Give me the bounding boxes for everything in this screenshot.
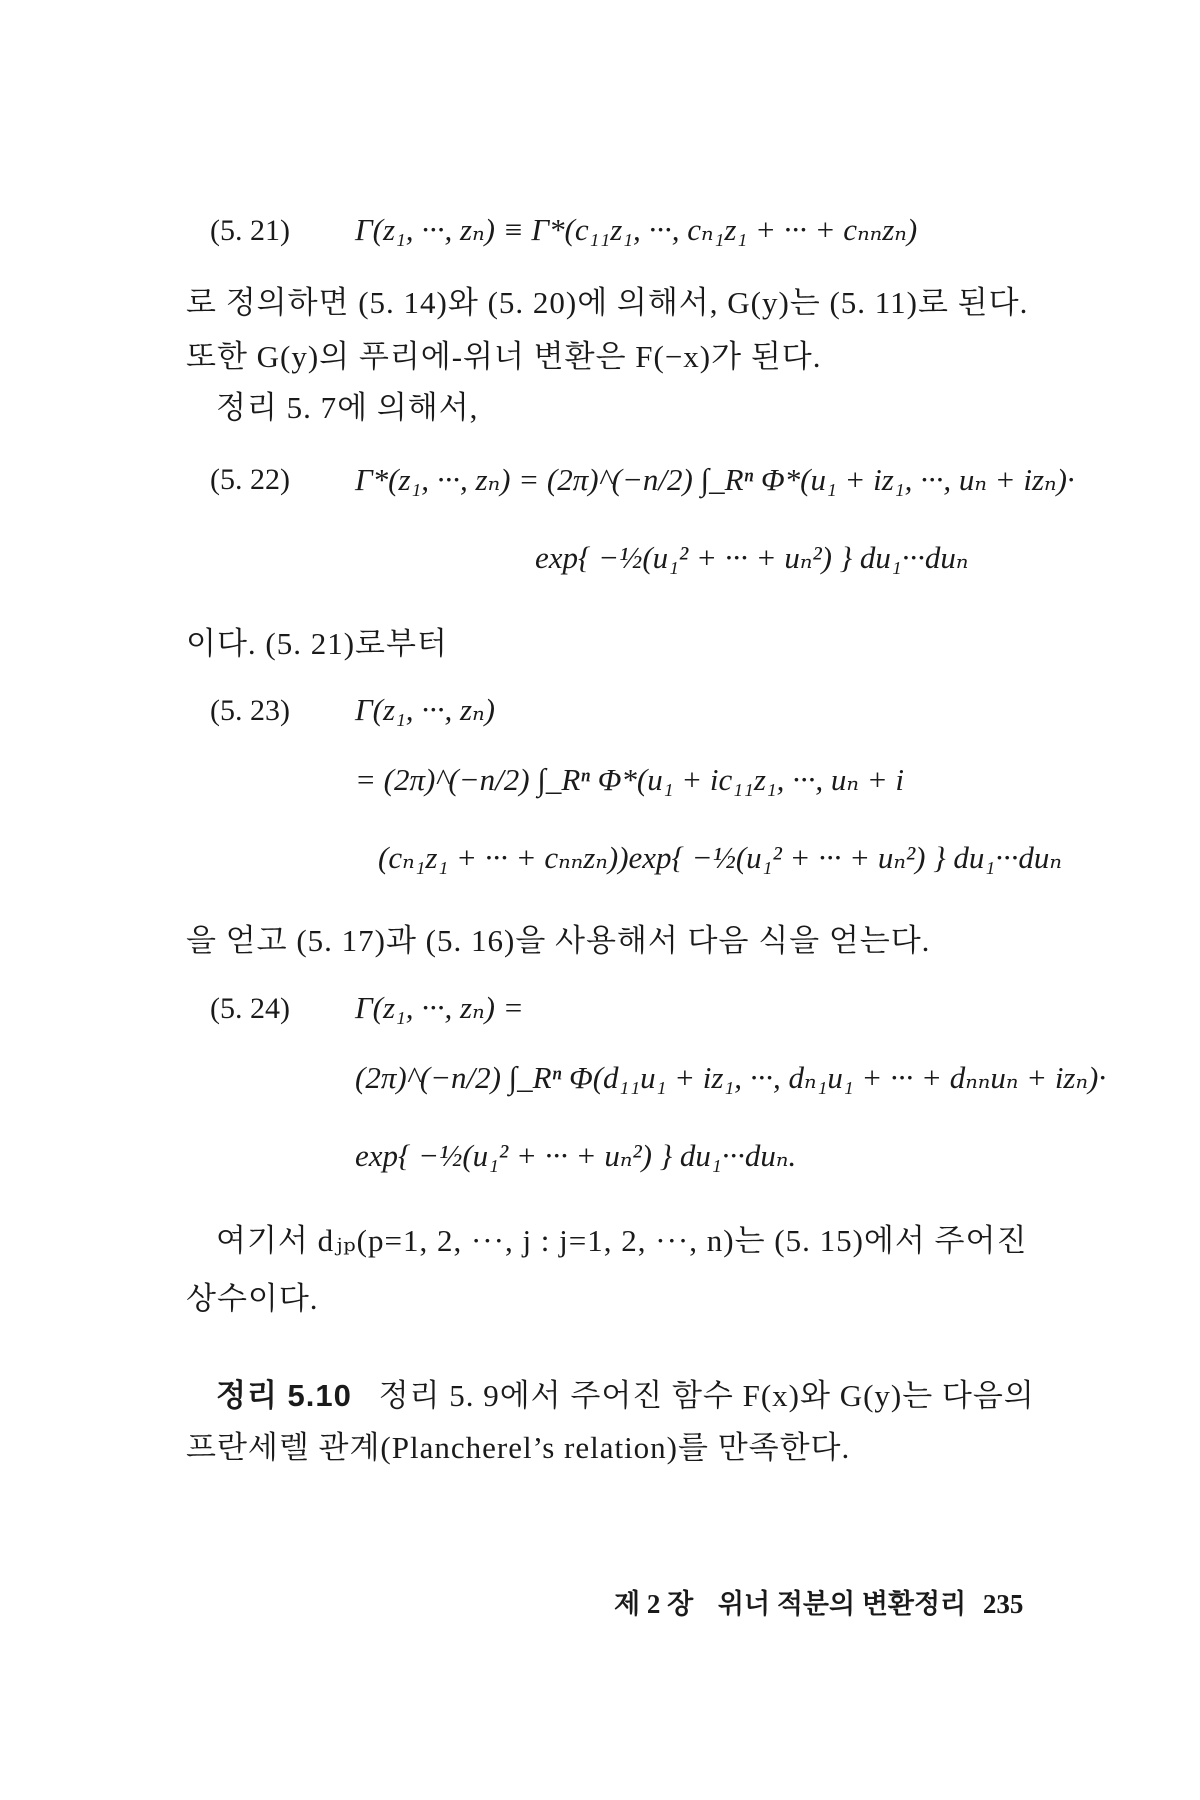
- paragraph-line: 이다. (5. 21)로부터: [186, 626, 448, 661]
- equation-5-24-line-3: exp{ −½(u₁² + ··· + uₙ²) } du₁···duₙ.: [355, 1138, 797, 1173]
- paragraph-line: 여기서 dⱼₚ(p=1, 2, ···, j : j=1, 2, ···, n)는 (5. 15)에서 주어진: [216, 1223, 1028, 1258]
- equation-5-23-line-2: = (2π)^(−n/2) ∫_Rⁿ Φ*(u₁ + ic₁₁z₁, ···, uₙ + i: [355, 762, 905, 797]
- theorem-title: 정리 5.10: [216, 1378, 352, 1413]
- equation-5-21: Γ(z₁, ···, zₙ) ≡ Γ*(c₁₁z₁, ···, cₙ₁z₁ + ··· + cₙₙzₙ): [355, 212, 918, 247]
- theorem-statement: 정리 5. 9에서 주어진 함수 F(x)와 G(y)는 다음의: [378, 1378, 1035, 1413]
- equation-5-23-line-1: Γ(z₁, ···, zₙ): [355, 692, 495, 727]
- footer-title: 위너 적분의 변환정리: [717, 1589, 967, 1619]
- equation-label-5-23: (5. 23): [210, 694, 290, 727]
- theorem-line-2: 프란세렐 관계(Plancherel’s relation)를 만족한다.: [186, 1430, 851, 1465]
- equation-label-5-24: (5. 24): [210, 992, 290, 1025]
- equation-5-23-line-3: (cₙ₁z₁ + ··· + cₙₙzₙ))exp{ −½(u₁² + ··· + uₙ²) } du₁···duₙ: [378, 840, 1062, 875]
- equation-5-24-line-2: (2π)^(−n/2) ∫_Rⁿ Φ(d₁₁u₁ + iz₁, ···, dₙ₁u₁ + ··· + dₙₙuₙ + izₙ)·: [355, 1060, 1107, 1095]
- equation-5-22-line-2: exp{ −½(u₁² + ··· + uₙ²) } du₁···duₙ: [535, 540, 969, 575]
- theorem-line-1: [216, 1380, 1035, 1411]
- paragraph-line: 로 정의하면 (5. 14)와 (5. 20)에 의해서, G(y)는 (5. 11)로 된다.: [186, 285, 1029, 320]
- equation-label-5-21: (5. 21): [210, 214, 290, 247]
- paragraph-line: 상수이다.: [186, 1281, 319, 1316]
- equation-5-22-line-1: Γ*(z₁, ···, zₙ) = (2π)^(−n/2) ∫_Rⁿ Φ*(u₁ + iz₁, ···, uₙ + izₙ)·: [355, 462, 1075, 497]
- paragraph-line: 을 얻고 (5. 17)과 (5. 16)을 사용해서 다음 식을 얻는다.: [186, 923, 931, 958]
- footer-chapter: 제 2 장: [614, 1589, 694, 1619]
- equation-5-24-line-1: Γ(z₁, ···, zₙ) =: [355, 990, 524, 1025]
- equation-label-5-22: (5. 22): [210, 463, 290, 496]
- paragraph-line: 또한 G(y)의 푸리에-위너 변환은 F(−x)가 된다.: [186, 339, 822, 374]
- running-footer: [614, 1582, 1023, 1621]
- page-number: 235: [982, 1589, 1024, 1619]
- paragraph-line: 정리 5. 7에 의해서,: [216, 390, 479, 425]
